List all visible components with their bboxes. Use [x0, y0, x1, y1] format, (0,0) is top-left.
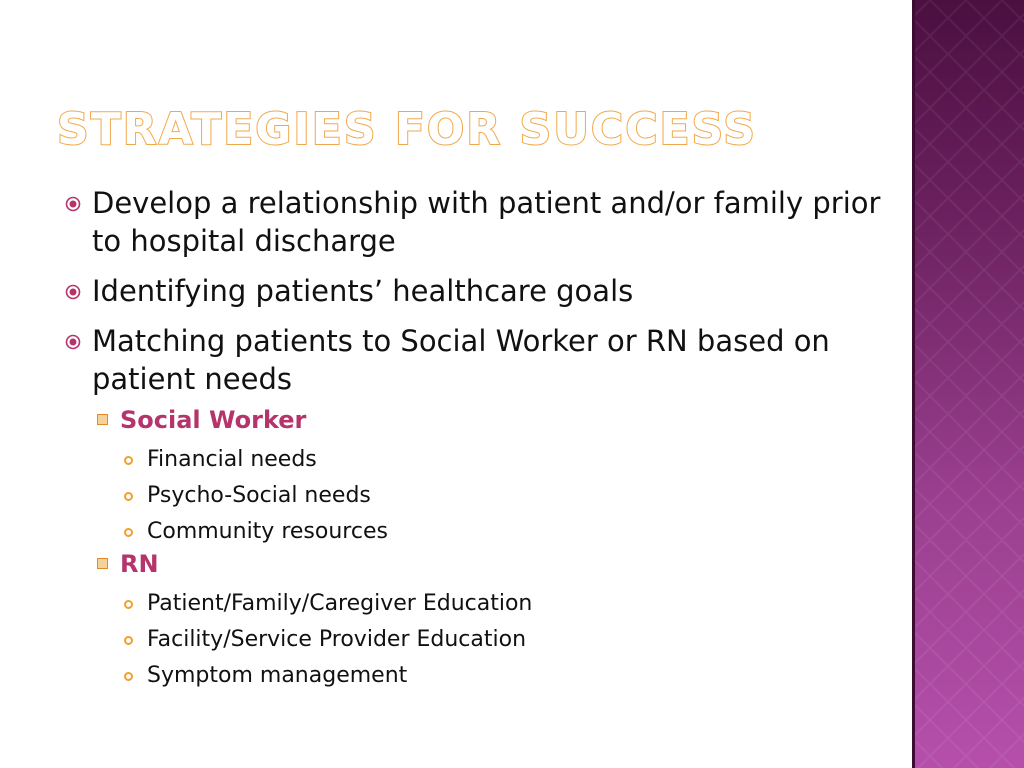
sub-bullet-item	[62, 514, 902, 550]
sub-bullet-text: Facility/Service Provider Education	[147, 627, 527, 652]
side-panel-edge	[912, 0, 915, 768]
decorative-side-panel	[912, 0, 1024, 768]
slide-title: STRATEGIES FOR SUCCESS	[57, 104, 757, 155]
ring-bullet-icon	[124, 492, 133, 501]
subheading-text: RN	[120, 550, 159, 578]
ring-bullet-icon	[124, 600, 133, 609]
diamond-pattern	[912, 0, 1024, 768]
square-bullet-icon	[97, 558, 108, 569]
circle-bullet-icon	[65, 196, 81, 212]
bullet-text: Matching patients to Social Worker or RN based on patient needs	[92, 324, 830, 396]
sub-bullet-item	[62, 658, 902, 694]
sub-bullet-item	[62, 442, 902, 478]
bullet-text: Develop a relationship with patient and/or family prior to hospital discharge	[92, 186, 881, 258]
slide-content	[62, 184, 902, 694]
sub-bullet-item	[62, 622, 902, 658]
subheading-rn	[62, 548, 902, 580]
subheading-text: Social Worker	[120, 406, 307, 434]
bullet-text: Identifying patients’ healthcare goals	[92, 274, 634, 308]
sub-bullet-item	[62, 586, 902, 622]
circle-bullet-icon	[65, 284, 81, 300]
sub-bullet-text: Patient/Family/Caregiver Education	[147, 591, 533, 616]
bullet-item	[62, 322, 902, 398]
sub-bullet-text: Community resources	[147, 519, 388, 544]
ring-bullet-icon	[124, 456, 133, 465]
ring-bullet-icon	[124, 636, 133, 645]
ring-bullet-icon	[124, 672, 133, 681]
bullet-item	[62, 272, 902, 310]
ring-bullet-icon	[124, 528, 133, 537]
subheading-social-worker	[62, 404, 902, 436]
sub-bullet-text: Symptom management	[147, 663, 408, 688]
sub-bullet-text: Financial needs	[147, 447, 317, 472]
circle-bullet-icon	[65, 334, 81, 350]
bullet-item	[62, 184, 902, 260]
sub-bullet-text: Psycho-Social needs	[147, 483, 371, 508]
square-bullet-icon	[97, 414, 108, 425]
sub-bullet-item	[62, 478, 902, 514]
